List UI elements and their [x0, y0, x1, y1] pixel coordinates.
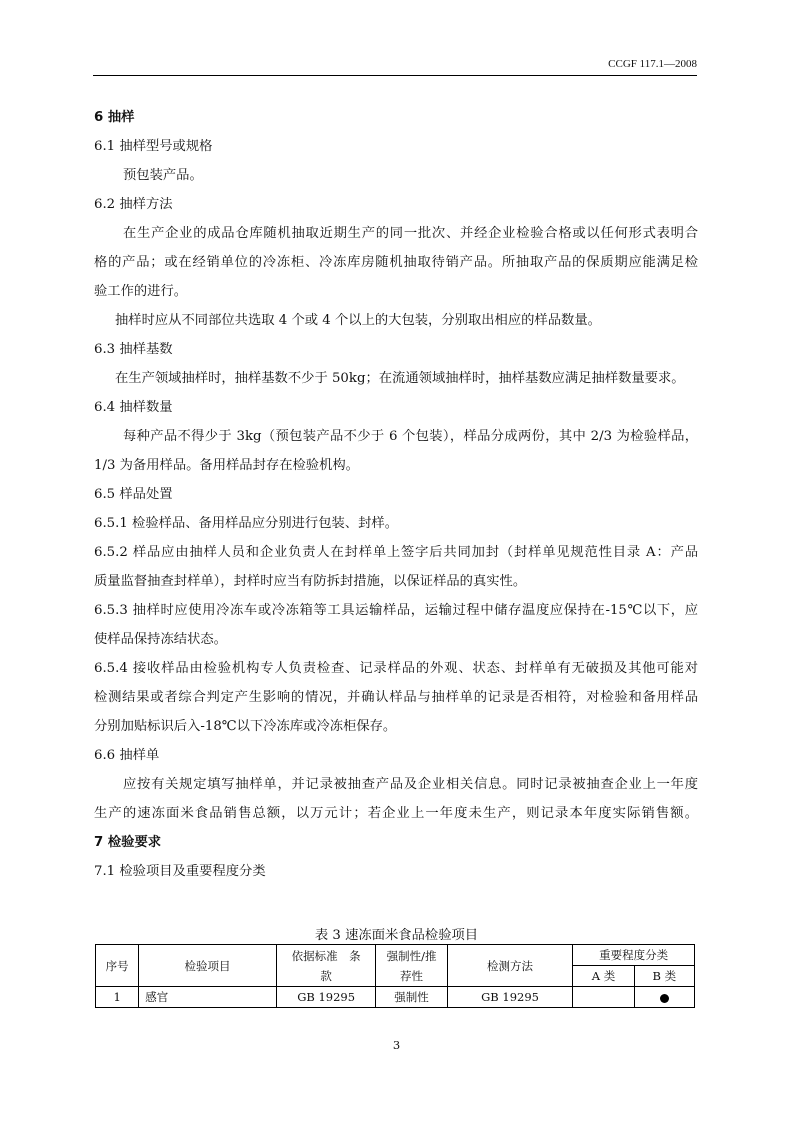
row-class-a	[573, 987, 634, 1008]
header-class-b: B 类	[634, 966, 694, 987]
header-seq: 序号	[96, 945, 139, 987]
header-basis-line2: 款	[320, 968, 332, 983]
filled-dot-icon	[660, 994, 669, 1003]
section-6-5-2-line1: 6.5.2 样品应由抽样人员和企业负责人在封样单上签字后共同加封（封样单见规范性目录 A：产品	[94, 545, 698, 560]
section-6-5-4-line2: 检测结果或者综合判定产生影响的情况，并确认样品与抽样单的记录是否相符，对检验和备用样品	[94, 690, 698, 705]
section-6-5-2-line2: 质量监督抽查封样单），封样时应当有防拆封措施，以保证样品的真实性。	[94, 574, 527, 589]
header-mandatory-line2: 荐性	[400, 968, 424, 983]
table-caption: 表 3 速冻面米食品检验项目	[314, 928, 479, 943]
section-6-4-line2: 1/3 为备用样品。备用样品封存在检验机构。	[94, 458, 359, 473]
section-6-5-3-line1: 6.5.3 抽样时应使用冷冻车或冷冻箱等工具运输样品，运输过程中储存温度应保持在-15℃以下，应	[94, 603, 698, 618]
row-basis: GB 19295	[276, 987, 375, 1008]
section-6-3-title: 6.3 抽样基数	[94, 342, 173, 357]
header-divider	[93, 75, 697, 76]
section-7-title: 7 检验要求	[94, 835, 162, 850]
section-6-4-title: 6.4 抽样数量	[94, 400, 173, 415]
header-class-a: A 类	[573, 966, 634, 987]
header-importance: 重要程度分类	[573, 945, 695, 966]
section-6-2-para2: 抽样时应从不同部位共选取 4 个或 4 个以上的大包装，分别取出相应的样品数量。	[115, 313, 601, 328]
section-6-4-line1: 每种产品不得少于 3kg（预包装产品不少于 6 个包装），样品分成两份，其中 2/3 为检验样品，	[123, 429, 698, 444]
section-6-5-4-line1: 6.5.4 接收样品由检验机构专人负责检查、记录样品的外观、状态、封样单有无破损及其他可能对	[94, 661, 698, 676]
header-basis	[276, 945, 375, 987]
section-6-5-1: 6.5.1 检验样品、备用样品应分别进行包装、封样。	[94, 516, 398, 531]
row-mandatory: 强制性	[376, 987, 447, 1008]
section-6-2-para1-line3: 验工作的进行。	[94, 284, 188, 299]
header-basis-line1: 依据标准 条	[291, 948, 361, 963]
section-6-2-para1-line1: 在生产企业的成品仓库随机抽取近期生产的同一批次、并经企业检验合格或以任何形式表明合	[123, 226, 698, 241]
inspection-items-table	[95, 944, 695, 1008]
row-class-b	[634, 987, 694, 1008]
section-6-5-title: 6.5 样品处置	[94, 487, 173, 502]
section-6-2-title: 6.2 抽样方法	[94, 197, 173, 212]
header-method: 检测方法	[447, 945, 573, 987]
row-item: 感官	[139, 987, 277, 1008]
section-6-5-4-line3: 分别加贴标识后入-18℃以下冷冻库或冷冻柜保存。	[94, 719, 397, 734]
section-6-6-title: 6.6 抽样单	[94, 748, 160, 763]
section-6-1-title: 6.1 抽样型号或规格	[94, 139, 213, 154]
document-code: CCGF 117.1—2008	[608, 58, 697, 70]
section-6-title: 6 抽样	[94, 110, 135, 125]
page-number: 3	[392, 1038, 401, 1052]
table-row	[96, 987, 695, 1008]
header-mandatory-line1: 强制性/推	[386, 948, 437, 963]
header-mandatory	[376, 945, 447, 987]
section-7-1-title: 7.1 检验项目及重要程度分类	[94, 864, 266, 879]
document-body	[94, 103, 698, 886]
section-6-6-line2: 生产的速冻面米食品销售总额，以万元计；若企业上一年度未生产，则记录本年度实际销售额。	[94, 806, 698, 821]
section-6-1-text: 预包装产品。	[123, 168, 203, 183]
section-6-3-text: 在生产领域抽样时，抽样基数不少于 50kg；在流通领域抽样时，抽样基数应满足抽样数量要求。	[115, 371, 685, 386]
section-6-2-para1-line2: 格的产品；或在经销单位的冷冻柜、冷冻库房随机抽取待销产品。所抽取产品的保质期应能满足检	[94, 255, 698, 270]
section-6-5-3-line2: 使样品保持冻结状态。	[94, 632, 227, 647]
section-6-6-line1: 应按有关规定填写抽样单，并记录被抽查产品及企业相关信息。同时记录被抽查企业上一年度	[123, 777, 698, 792]
row-method: GB 19295	[447, 987, 573, 1008]
header-item: 检验项目	[139, 945, 277, 987]
row-seq: 1	[96, 987, 139, 1008]
